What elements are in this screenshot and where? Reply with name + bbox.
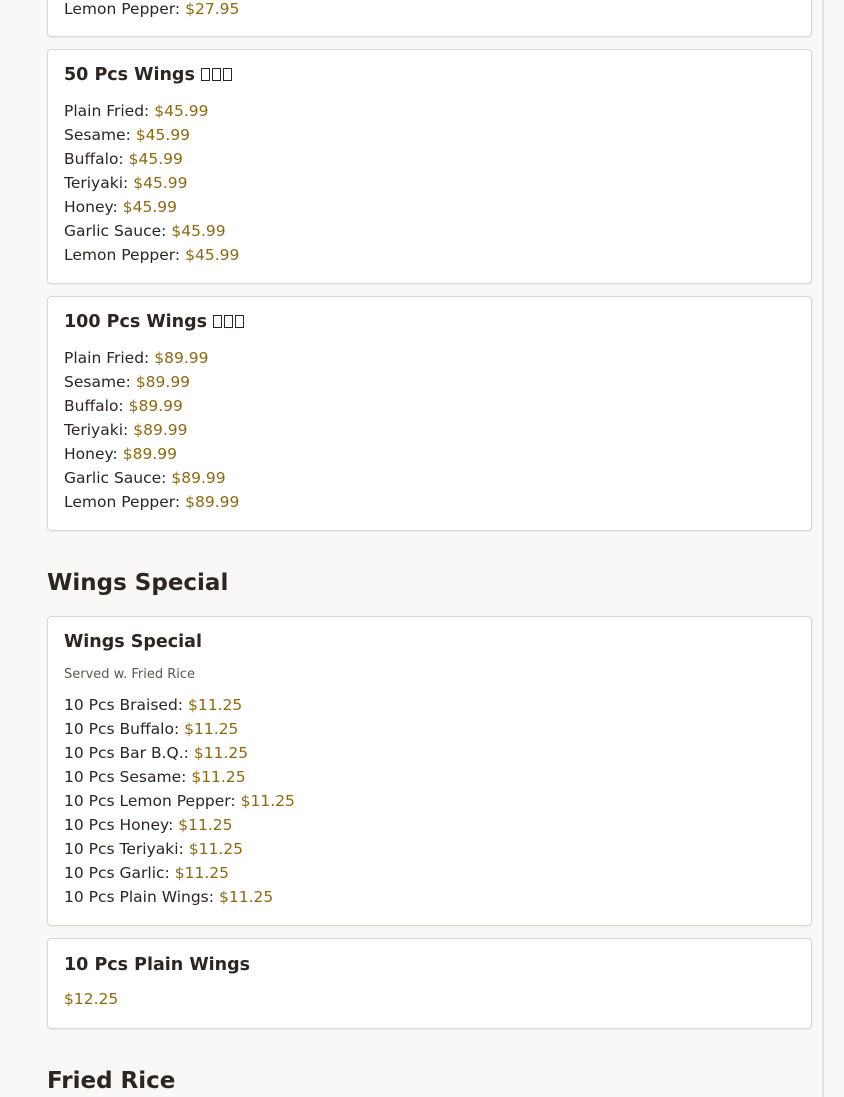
menu-item-name: Lemon Pepper: [64, 493, 181, 511]
menu-item-price: $11.25 [191, 768, 246, 786]
item-list [64, 99, 239, 267]
menu-item-price: $89.99 [171, 469, 226, 487]
menu-card-wings-special [47, 616, 812, 926]
menu-item-price: $11.25 [174, 864, 230, 882]
page-divider [822, 0, 824, 1097]
menu-item-price: $89.99 [122, 445, 178, 463]
menu-item[interactable] [64, 837, 295, 861]
menu-item[interactable] [64, 123, 239, 147]
menu-item-price: $45.99 [122, 198, 178, 216]
menu-item-name: 10 Pcs Lemon Pepper: [64, 792, 236, 810]
menu-item-price: $11.25 [178, 816, 233, 834]
menu-item-price: $11.25 [193, 744, 249, 762]
item-list [64, 693, 295, 909]
menu-item-name: Garlic Sauce: [64, 469, 167, 487]
card-title-text: 100 Pcs Wings [64, 312, 208, 332]
menu-item-name: 10 Pcs Buffalo: [64, 720, 180, 738]
menu-item-price: $11.25 [188, 696, 243, 714]
menu-item-name: Plain Fried: [64, 349, 150, 367]
menu-item-name: 10 Pcs Garlic: [64, 864, 170, 882]
item-price[interactable]: $12.25 [64, 990, 119, 1008]
menu-item[interactable] [64, 466, 239, 490]
menu-item-name: Teriyaki: [64, 174, 129, 192]
card-title [64, 312, 246, 333]
menu-item-price: $89.99 [185, 493, 240, 511]
menu-item-price: $45.99 [135, 126, 191, 144]
menu-item[interactable] [64, 243, 239, 267]
menu-item-name: 10 Pcs Sesame: [64, 768, 187, 786]
menu-item[interactable] [64, 693, 295, 717]
menu-item[interactable] [64, 0, 239, 21]
menu-item[interactable] [64, 418, 239, 442]
menu-item-name: 10 Pcs Braised: [64, 696, 184, 714]
menu-item-name: Buffalo: [64, 397, 124, 415]
menu-item-name: Sesame: [64, 373, 131, 391]
menu-item-price: $45.99 [128, 150, 183, 168]
menu-item-price: $89.99 [128, 397, 183, 415]
menu-item-name: Garlic Sauce: [64, 222, 167, 240]
menu-item-name: Buffalo: [64, 150, 124, 168]
menu-item[interactable] [64, 171, 239, 195]
section-heading-wings-special: Wings Special [47, 570, 229, 596]
menu-item[interactable] [64, 219, 239, 243]
menu-item-price: $11.25 [218, 888, 274, 906]
menu-item-price: $89.99 [154, 349, 209, 367]
menu-item[interactable] [64, 813, 295, 837]
menu-item[interactable] [64, 885, 295, 909]
menu-item[interactable] [64, 370, 239, 394]
card-title-text: 50 Pcs Wings [64, 65, 195, 85]
card-title: 10 Pcs Plain Wings [64, 955, 251, 975]
menu-item[interactable] [64, 147, 239, 171]
menu-item[interactable] [64, 490, 239, 514]
menu-item[interactable] [64, 741, 295, 765]
missing-glyph-icon [213, 313, 246, 333]
menu-item[interactable] [64, 394, 239, 418]
menu-item-price: $45.99 [133, 174, 188, 192]
menu-item-price: $11.25 [188, 840, 243, 858]
menu-item-name: Lemon Pepper: [64, 246, 181, 264]
menu-item-price: $27.95 [185, 0, 240, 18]
menu-card-previous [47, 0, 812, 37]
item-list [64, 0, 239, 21]
card-title [64, 65, 234, 86]
menu-item[interactable] [64, 861, 295, 885]
card-description: Served w. Fried Rice [64, 667, 196, 682]
section-heading-fried-rice: Fried Rice [47, 1068, 176, 1094]
menu-item-price: $45.99 [154, 102, 209, 120]
menu-item-name: Sesame: [64, 126, 131, 144]
menu-item-name: Teriyaki: [64, 421, 129, 439]
menu-item-name: Lemon Pepper: [64, 0, 181, 18]
menu-item[interactable] [64, 99, 239, 123]
menu-item-price: $11.25 [240, 792, 295, 810]
menu-item-name: Honey: [64, 198, 118, 216]
menu-item-name: 10 Pcs Teriyaki: [64, 840, 184, 858]
menu-item-price: $89.99 [135, 373, 191, 391]
menu-item-name: 10 Pcs Plain Wings: [64, 888, 214, 906]
missing-glyph-icon [201, 66, 234, 86]
item-list [64, 346, 239, 514]
card-title: Wings Special [64, 632, 202, 652]
menu-card-100-pcs-wings [47, 296, 812, 531]
menu-item-name: Plain Fried: [64, 102, 150, 120]
menu-card-10-pcs-plain-wings [47, 938, 812, 1029]
menu-item[interactable] [64, 442, 239, 466]
menu-item[interactable] [64, 195, 239, 219]
menu-item[interactable] [64, 765, 295, 789]
menu-item-name: 10 Pcs Bar B.Q.: [64, 744, 189, 762]
menu-item-name: 10 Pcs Honey: [64, 816, 174, 834]
menu-card-50-pcs-wings [47, 49, 812, 284]
menu-item[interactable] [64, 717, 295, 741]
menu-item[interactable] [64, 346, 239, 370]
menu-item-name: Honey: [64, 445, 118, 463]
menu-item-price: $45.99 [185, 246, 240, 264]
menu-item-price: $11.25 [184, 720, 239, 738]
menu-item[interactable] [64, 789, 295, 813]
menu-item-price: $45.99 [171, 222, 226, 240]
menu-item-price: $89.99 [133, 421, 188, 439]
